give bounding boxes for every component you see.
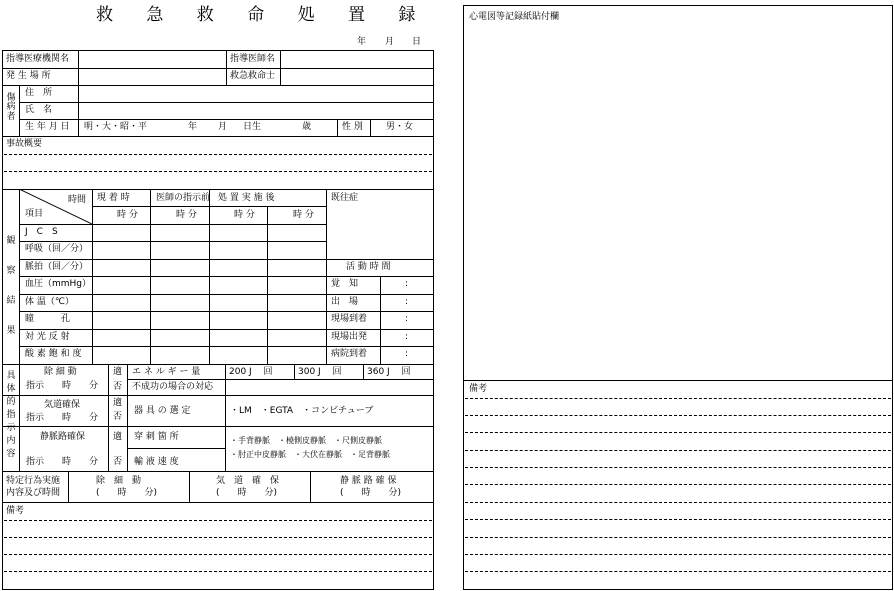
date-day: 日: [412, 37, 422, 47]
airway-label: 気道確保: [44, 400, 81, 410]
sex-label: 性 別: [342, 122, 363, 132]
observation-side-label: 観察結果: [6, 236, 16, 336]
label-address: 住 所: [25, 88, 53, 98]
birth-day: 日生: [243, 122, 262, 132]
activity-hospital-arrival: 病院到着: [331, 349, 368, 359]
row-temperature: 体 温（℃）: [25, 297, 74, 307]
iv-label: 静脈路確保: [40, 432, 86, 442]
failure-response: 不成功の場合の対応: [132, 382, 214, 392]
time-unit-4: 時 分: [293, 210, 314, 220]
instructions-side-label: 具体的指示内容: [6, 371, 16, 459]
iv-instruction-time: 指示 時 分: [26, 457, 99, 467]
puncture-site-label: 穿 刺 箇 所: [134, 432, 179, 442]
time-unit-3: 時 分: [234, 210, 255, 220]
infusion-rate-label: 輸 液 速 度: [134, 457, 179, 467]
date-month: 月: [385, 37, 395, 47]
activity-dispatch: 出 場: [331, 297, 359, 307]
birth-year: 年: [188, 122, 198, 132]
label-name: 氏 名: [25, 105, 53, 115]
activity-colon-5: :: [405, 349, 409, 359]
form-title: 救 急 救 命 処 置 録: [96, 5, 430, 25]
label-emt: 救急救命士: [230, 71, 276, 81]
device-options: ・LM ・EGTA ・コンビチューブ: [230, 406, 374, 416]
specific-airway: 気 道 確 保: [216, 476, 280, 486]
specific-airway-time: ( 時 分): [216, 488, 278, 498]
vein-options-2: ・肘正中皮静脈 ・大伏在静脈 ・足背静脈: [230, 450, 390, 459]
activity-time-title: 活 動 時 間: [346, 262, 391, 272]
row-pulse: 脈拍（回／分）: [25, 262, 89, 272]
defib-label: 除 細 動: [44, 367, 77, 377]
col-before-instruction: 医師の指示前: [156, 193, 211, 203]
col-arrival: 現 着 時: [97, 193, 130, 203]
specific-defib-time: ( 時 分): [96, 488, 158, 498]
label-location: 発 生 場 所: [6, 71, 51, 81]
energy-200j: 200 J 回: [229, 367, 273, 377]
patient-side-label: 傷病者: [6, 93, 16, 122]
row-pupil: 瞳 孔: [25, 314, 71, 324]
energy-label: エ ネ ル ギ ー 量: [132, 367, 201, 377]
vein-options-1: ・手背静脈 ・橈側皮静脈 ・尺側皮静脈: [230, 436, 382, 445]
sex-options: 男・女: [386, 122, 414, 132]
col-after-treatment: 処 置 実 施 後: [218, 193, 275, 203]
energy-360j: 360 J 回: [367, 367, 411, 377]
specific-defib: 除 細 動: [96, 476, 142, 486]
row-light-reflex: 対 光 反 射: [25, 332, 70, 342]
defib-approve: 適: [113, 367, 123, 377]
diag-item-label: 項目: [25, 209, 44, 219]
activity-colon-3: :: [405, 314, 409, 324]
incident-summary-label: 事故概要: [6, 139, 43, 149]
remarks-label: 備考: [6, 506, 25, 516]
label-instructor-doctor: 指導医師名: [230, 54, 276, 64]
label-birthdate: 生 年 月 日: [25, 122, 70, 132]
specific-actions-label-2: 内容及び時間: [6, 488, 61, 498]
energy-300j: 300 J 回: [298, 367, 342, 377]
row-blood-pressure: 血圧（mmHg）: [25, 279, 92, 289]
activity-colon-1: :: [405, 279, 409, 289]
label-instructor-institution: 指導医療機関名: [6, 54, 70, 64]
airway-instruction-time: 指示 時 分: [26, 413, 99, 423]
iv-approve: 適: [113, 432, 123, 442]
specific-iv: 静 脈 路 確 保: [340, 476, 397, 486]
ecg-title: 心電図等記録紙貼付欄: [469, 12, 560, 22]
activity-awareness: 覚 知: [331, 279, 359, 289]
row-oxygen-saturation: 酸 素 飽 和 度: [25, 349, 82, 359]
time-unit-2: 時 分: [176, 210, 197, 220]
device-select-label: 器 具 の 選 定: [134, 406, 191, 416]
col-history: 既往症: [331, 193, 359, 203]
specific-iv-time: ( 時 分): [340, 488, 402, 498]
activity-colon-2: :: [405, 297, 409, 307]
defib-deny: 否: [113, 382, 123, 392]
age-label: 歳: [302, 122, 312, 132]
activity-colon-4: :: [405, 332, 409, 342]
row-jcs: J C S: [25, 227, 58, 237]
diag-time-label: 時間: [68, 195, 87, 205]
birth-month: 月: [218, 122, 228, 132]
airway-approve: 適: [113, 398, 123, 408]
date-year: 年: [357, 37, 367, 47]
specific-actions-label-1: 特定行為実施: [6, 476, 61, 486]
activity-scene-arrival: 現場到着: [331, 314, 368, 324]
iv-deny: 否: [113, 457, 123, 467]
airway-deny: 否: [113, 412, 123, 422]
row-respiration: 呼吸（回／分）: [25, 244, 89, 254]
defib-instruction-time: 指示 時 分: [26, 381, 99, 391]
activity-scene-departure: 現場出発: [331, 332, 368, 342]
time-unit-1: 時 分: [117, 210, 138, 220]
birth-eras: 明・大・昭・平: [84, 122, 148, 132]
ecg-remarks-label: 備考: [469, 384, 488, 394]
